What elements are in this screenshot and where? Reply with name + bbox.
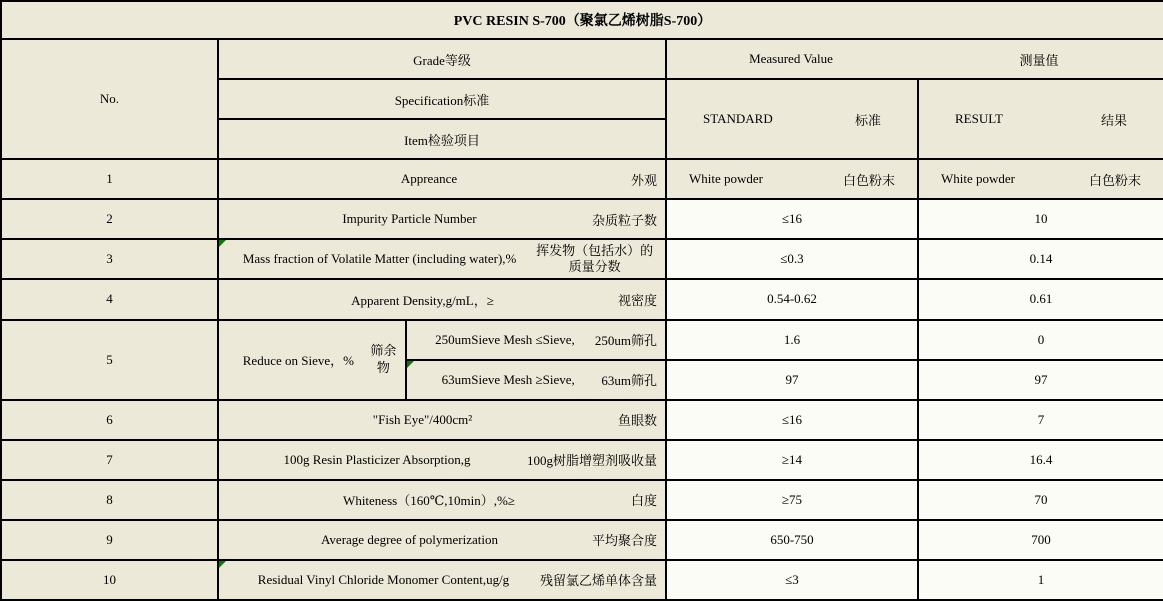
item-subname-en: 63umSieve Mesh ≥Sieve, bbox=[441, 371, 575, 387]
standard-value-zh: 白色粉末 bbox=[842, 172, 895, 188]
item-name-en: Residual Vinyl Chloride Monomer Content,ug/g bbox=[257, 571, 510, 587]
result-cell: 97 bbox=[918, 360, 1163, 400]
standard-cell: ≥14 bbox=[666, 440, 918, 480]
row-number-cell: 4 bbox=[1, 279, 218, 319]
standard-cell bbox=[666, 159, 918, 199]
item-name-en: Apparent Density,g/mL，≥ bbox=[351, 292, 494, 308]
result-cell: 1 bbox=[918, 560, 1163, 600]
standard-cell: 0.54-0.62 bbox=[666, 279, 918, 319]
table-row bbox=[1, 480, 1163, 520]
standard-cell: 650-750 bbox=[666, 520, 918, 560]
table-title: PVC RESIN S-700（聚氯乙烯树脂S-700） bbox=[1, 1, 1163, 39]
result-cell: 0 bbox=[918, 320, 1163, 360]
header-grade: Grade等级 bbox=[218, 39, 666, 79]
result-cell: 0.14 bbox=[918, 239, 1163, 279]
item-subname-cell bbox=[406, 360, 666, 400]
row-number-cell: 9 bbox=[1, 520, 218, 560]
cell-comment-marker bbox=[219, 240, 226, 247]
item-name-en: "Fish Eye"/400cm² bbox=[372, 411, 473, 427]
item-name-cell bbox=[218, 239, 666, 279]
item-name-cell bbox=[218, 440, 666, 480]
header-result-zh: 结果 bbox=[1101, 112, 1128, 128]
item-name-zh: 外观 bbox=[630, 172, 657, 188]
table-row bbox=[1, 440, 1163, 480]
item-subname-zh: 250um筛孔 bbox=[594, 333, 657, 349]
header-standard-zh: 标准 bbox=[854, 112, 881, 128]
item-name-en: Average degree of polymerization bbox=[321, 531, 498, 547]
result-cell: 16.4 bbox=[918, 440, 1163, 480]
cell-comment-marker bbox=[407, 361, 414, 368]
row-number-cell: 10 bbox=[1, 560, 218, 600]
item-name-cell bbox=[218, 320, 406, 400]
row-number-cell: 7 bbox=[1, 440, 218, 480]
standard-cell: 1.6 bbox=[666, 320, 918, 360]
header-standard-en: STANDARD bbox=[703, 111, 773, 127]
item-name-cell bbox=[218, 199, 666, 239]
header-result-en: RESULT bbox=[955, 111, 1003, 127]
row-number-cell: 2 bbox=[1, 199, 218, 239]
cell-comment-marker bbox=[219, 561, 226, 568]
table-row bbox=[1, 239, 1163, 279]
item-subname-zh: 63um筛孔 bbox=[601, 373, 657, 389]
table-row bbox=[1, 320, 1163, 360]
result-cell: 700 bbox=[918, 520, 1163, 560]
standard-cell: ≤3 bbox=[666, 560, 918, 600]
item-name-zh: 筛余物 bbox=[370, 342, 397, 375]
standard-cell: ≥75 bbox=[666, 480, 918, 520]
result-value-en: White powder bbox=[941, 171, 1016, 187]
item-name-cell bbox=[218, 159, 666, 199]
item-name-en: Reduce on Sieve，% bbox=[242, 353, 354, 369]
item-name-zh: 鱼眼数 bbox=[617, 413, 657, 429]
item-name-zh: 白度 bbox=[630, 493, 657, 509]
row-number-cell: 6 bbox=[1, 400, 218, 440]
item-name-zh: 挥发物（包括水）的质量分数 bbox=[536, 242, 654, 275]
item-name-zh: 杂质粒子数 bbox=[591, 212, 657, 228]
table-row bbox=[1, 199, 1163, 239]
standard-value-en: White powder bbox=[689, 171, 764, 187]
standard-cell: 97 bbox=[666, 360, 918, 400]
item-name-cell bbox=[218, 400, 666, 440]
header-no: No. bbox=[1, 39, 218, 159]
result-cell: 70 bbox=[918, 480, 1163, 520]
item-name-en: Impurity Particle Number bbox=[342, 211, 477, 227]
row-number-cell: 3 bbox=[1, 239, 218, 279]
header-specification: Specification标准 bbox=[218, 79, 666, 119]
table-row bbox=[1, 279, 1163, 319]
standard-cell: ≤16 bbox=[666, 400, 918, 440]
result-cell: 7 bbox=[918, 400, 1163, 440]
standard-cell: ≤0.3 bbox=[666, 239, 918, 279]
result-cell: 10 bbox=[918, 199, 1163, 239]
row-number-cell: 1 bbox=[1, 159, 218, 199]
table-row bbox=[1, 400, 1163, 440]
item-name-cell bbox=[218, 520, 666, 560]
item-name-zh: 平均聚合度 bbox=[591, 533, 657, 549]
item-name-en: Mass fraction of Volatile Matter (including water),% bbox=[242, 251, 517, 267]
header-measured-value-zh: 测量值 bbox=[1019, 52, 1059, 68]
table-row bbox=[1, 560, 1163, 600]
item-name-en: Whiteness（160℃,10min）,%≥ bbox=[343, 493, 515, 509]
item-name-en: 100g Resin Plasticizer Absorption,g bbox=[283, 451, 471, 467]
header-standard bbox=[666, 79, 918, 159]
standard-cell: ≤16 bbox=[666, 199, 918, 239]
header-measured-value bbox=[666, 39, 1163, 79]
item-name-cell bbox=[218, 560, 666, 600]
table-row bbox=[1, 159, 1163, 199]
table-row bbox=[1, 520, 1163, 560]
item-name-zh: 视密度 bbox=[617, 292, 657, 308]
header-measured-value-en: Measured Value bbox=[749, 51, 833, 67]
item-name-en: Appreance bbox=[400, 171, 458, 187]
row-number-cell: 8 bbox=[1, 480, 218, 520]
item-subname-cell bbox=[406, 320, 666, 360]
row-number-cell: 5 bbox=[1, 320, 218, 400]
item-name-zh: 残留氯乙烯单体含量 bbox=[539, 573, 657, 589]
header-item: Item检验项目 bbox=[218, 119, 666, 159]
result-value-zh: 白色粉末 bbox=[1089, 172, 1142, 188]
item-name-cell bbox=[218, 279, 666, 319]
result-cell bbox=[918, 159, 1163, 199]
item-subname-en: 250umSieve Mesh ≤Sieve, bbox=[435, 331, 575, 347]
item-name-zh: 100g树脂增塑剂吸收量 bbox=[526, 453, 657, 469]
header-result bbox=[918, 79, 1163, 159]
item-name-cell bbox=[218, 480, 666, 520]
result-cell: 0.61 bbox=[918, 279, 1163, 319]
